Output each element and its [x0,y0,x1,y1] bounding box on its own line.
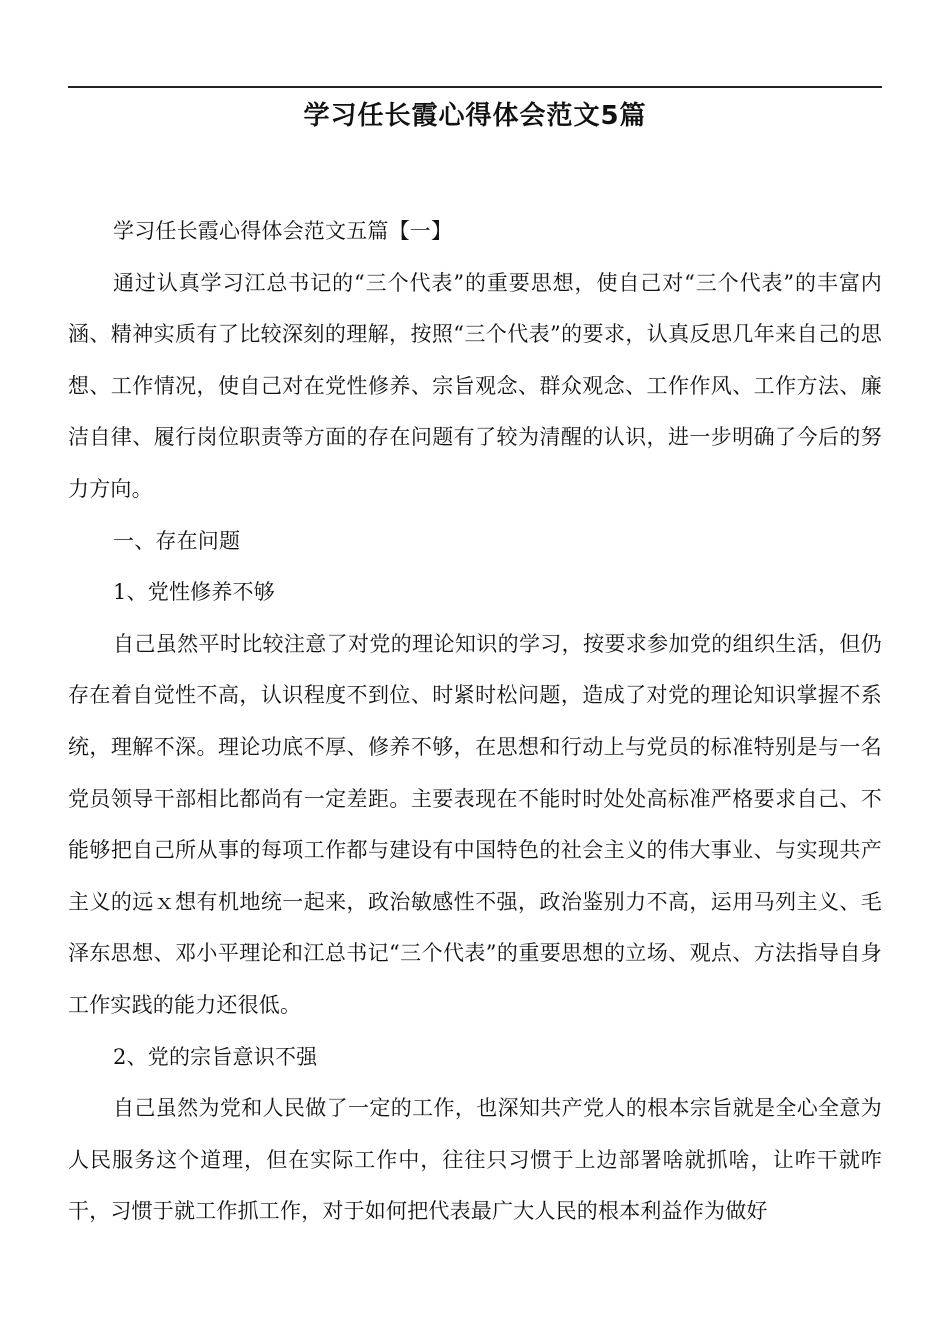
document-body [68,206,882,1238]
intro-paragraph: 通过认真学习江总书记的“三个代表”的重要思想，使自己对“三个代表”的丰富内涵、精神实质有了比较深刻的理解，按照“三个代表”的要求，认真反思几年来自己的思想、工作情况，使自己对在党性修养、宗旨观念、群众观念、工作作风、工作方法、廉洁自律、履行岗位职责等方面的存在问题有了较为清醒的认识，进一步明确了今后的努力方向。 [68,270,882,501]
subheading-problems: 一、存在问题 [113,528,241,553]
document-title: 学习任长霞心得体会范文5篇 [303,101,647,131]
subheading-party-cultivation: 1、党性修养不够 [113,580,275,605]
paragraph-party-cultivation: 自己虽然平时比较注意了对党的理论知识的学习，按要求参加党的组织生活，但仍存在着自觉性不高，认识程度不到位、时紧时松问题，造成了对党的理论知识掌握不系统，理解不深。理论功底不厚、修养不够，在思想和行动上与党员的标准特别是与一名党员领导干部相比都尚有一定差距。主要表现在不能时时处处高标准严格要求自己、不能够把自己所从事的每项工作都与建设有中国特色的社会主义的伟大事业、与实现共产主义的远ｘ想有机地统一起来，政治敏感性不强，政治鉴别力不高，运用马列主义、毛泽东思想、邓小平理论和江总书记“三个代表”的重要思想的立场、观点、方法指导自身工作实践的能力还很低。 [68,631,882,1017]
section-heading: 学习任长霞心得体会范文五篇【一】 [113,219,453,243]
subheading-purpose-awareness: 2、党的宗旨意识不强 [113,1044,318,1069]
header-rule [68,86,882,88]
paragraph-purpose-awareness: 自己虽然为党和人民做了一定的工作，也深知共产党人的根本宗旨就是全心全意为人民服务这个道理，但在实际工作中，往往只习惯于上边部署啥就抓啥，让咋干就咋干，习惯于就工作抓工作，对于如何把代表最广大人民的根本利益作为做好 [68,1096,882,1224]
